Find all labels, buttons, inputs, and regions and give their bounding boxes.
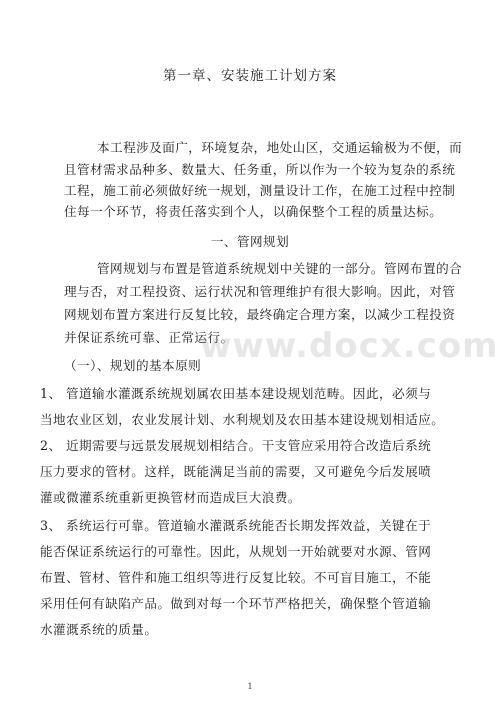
section-line-2: 理与否，对工程投资、运行状况和管理维护有很大影响。因此，对管 [64,284,456,299]
item-3-line-3: 布置、管材、管件和施工组织等进行反复比较。不可盲目施工，不能 [40,570,432,585]
page-number: 1 [247,682,253,691]
section-heading: 一、管网规划 [210,234,290,249]
section-line-3: 网规划布置方案进行反复比较，最终确定合理方案，以减少工程投资 [64,307,456,322]
intro-line-1: 本工程涉及面广，环境复杂，地处山区，交通运输极为不便，而 [97,140,463,155]
intro-line-3: 工程，施工前必须做好统一规划，测量设计工作，在施工过程中控制 [64,183,456,198]
intro-line-4: 住每一个环节，将责任落实到个人，以确保整个工程的质量达标。 [64,204,443,219]
item-3-line-1: 3、 系统运行可靠。管道输水灌溉系统能否长期发挥效益，关键在于 [40,518,432,533]
item-3-line-5: 水灌溉系统的质量。 [40,622,158,637]
intro-line-2: 且管材需求品种多、数量大、任务重，所以作为一个较为复杂的系统 [64,162,456,177]
item-1-line-1: 1、 管道输水灌溉系统规划属农田基本建设规划范畴。因此，必须与 [40,386,432,401]
item-1-line-2: 当地农业区划，农业发展计划、水利规划及农田基本建设规划相适应。 [40,412,445,427]
item-3-line-4: 采用任何有缺陷产品。做到对每一个环节严格把关，确保整个管道输 [40,596,432,611]
item-3-line-2: 能否保证系统运行的可靠性。因此，从规划一开始就要对水源、管网 [40,544,432,559]
section-line-1: 管网规划与布置是管道系统规划中关键的一部分。管网布置的合 [97,261,463,276]
page-title: 第一章、安装施工计划方案 [163,68,337,84]
section-line-4: 并保证系统可靠、正常运行。 [64,330,234,345]
item-2-line-2: 压力要求的管材。这样，既能满足当前的需要，又可避免今后发展喷 [40,464,432,479]
watermark: www.docx.com [200,326,499,366]
subsection-heading: （一）、规划的基本原则 [64,358,202,373]
item-2-line-1: 2、 近期需要与远景发展规划相结合。干支管应采用符合改造后系统 [40,438,432,453]
item-2-line-3: 灌或微灌系统重新更换管材而造成巨大浪费。 [40,490,301,505]
